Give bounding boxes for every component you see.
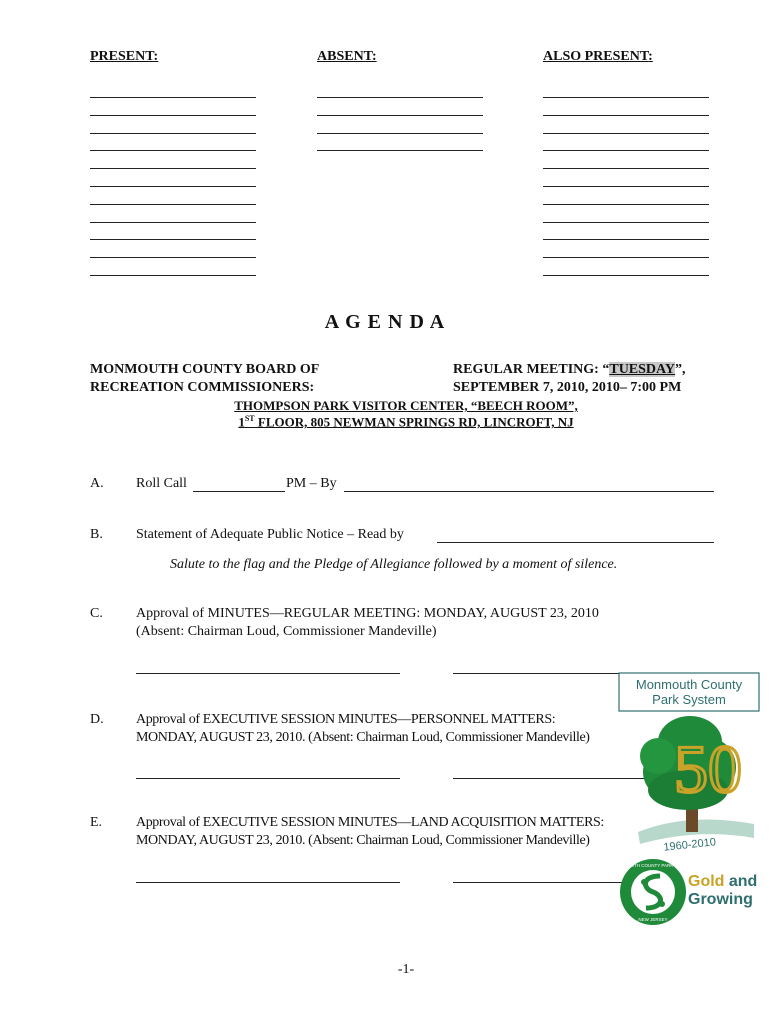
also-present-name-line[interactable] <box>543 239 709 240</box>
present-name-line[interactable] <box>90 133 256 134</box>
absent-name-line[interactable] <box>317 133 483 134</box>
item-e-second-line[interactable] <box>453 882 623 883</box>
also-present-name-line[interactable] <box>543 222 709 223</box>
anniversary-years: 1960-2010 <box>662 836 717 854</box>
item-e-line-2: MONDAY, AUGUST 23, 2010. (Absent: Chairman Loud, Commissioner Mandeville) <box>136 833 590 848</box>
meeting-date: SEPTEMBER 7, 2010, 2010– 7:00 PM <box>453 380 682 395</box>
also-present-name-line[interactable] <box>543 133 709 134</box>
present-name-line[interactable] <box>90 150 256 151</box>
item-c-motion-line[interactable] <box>136 673 400 674</box>
item-b-letter: B. <box>90 527 103 542</box>
item-d-line-2: MONDAY, AUGUST 23, 2010. (Absent: Chairman Loud, Commissioner Mandeville) <box>136 730 590 745</box>
also-present-name-line[interactable] <box>543 115 709 116</box>
also-present-name-line[interactable] <box>543 97 709 98</box>
present-name-line[interactable] <box>90 115 256 116</box>
salute-statement: Salute to the flag and the Pledge of Allegiance followed by a moment of silence. <box>170 557 618 572</box>
present-name-line[interactable] <box>90 257 256 258</box>
also-present-name-line[interactable] <box>543 168 709 169</box>
item-c-line-1: Approval of MINUTES—REGULAR MEETING: MONDAY, AUGUST 23, 2010 <box>136 606 599 621</box>
org-line-2: RECREATION COMMISSIONERS: <box>90 380 315 395</box>
also-present-name-line[interactable] <box>543 150 709 151</box>
anniversary-number: 50 <box>674 731 742 807</box>
roll-call-time-line[interactable] <box>193 491 285 492</box>
page-number: -1- <box>397 962 415 977</box>
gold-and-growing-line-1: Gold and <box>688 873 758 890</box>
present-name-line[interactable] <box>90 168 256 169</box>
also-present-name-line[interactable] <box>543 186 709 187</box>
meeting-day: TUESDAY <box>609 362 675 377</box>
item-a-text-2: PM – By <box>286 476 337 491</box>
also-present-name-line[interactable] <box>543 275 709 276</box>
item-d-motion-line[interactable] <box>136 778 400 779</box>
item-d-letter: D. <box>90 712 104 727</box>
absent-name-line[interactable] <box>317 97 483 98</box>
item-b-text: Statement of Adequate Public Notice – Read by <box>136 527 404 542</box>
logo-line-2: Park System <box>652 692 726 707</box>
gold-and-growing-line-2: Growing <box>688 891 753 908</box>
park-system-50th-logo <box>618 672 760 930</box>
item-e-letter: E. <box>90 815 103 830</box>
roll-call-by-line[interactable] <box>344 491 714 492</box>
item-a-text-1: Roll Call <box>136 476 187 491</box>
absent-name-line[interactable] <box>317 115 483 116</box>
present-name-line[interactable] <box>90 275 256 276</box>
also-present-header: ALSO PRESENT: <box>543 49 653 64</box>
present-name-line[interactable] <box>90 186 256 187</box>
present-header: PRESENT: <box>90 49 159 64</box>
present-name-line[interactable] <box>90 204 256 205</box>
present-name-line[interactable] <box>90 239 256 240</box>
also-present-name-line[interactable] <box>543 257 709 258</box>
location-line-2: 1ST FLOOR, 805 NEWMAN SPRINGS RD, LINCROFT, NJ <box>238 414 574 430</box>
item-e-motion-line[interactable] <box>136 882 400 883</box>
agenda-title: A G E N D A <box>324 311 446 333</box>
item-c-line-2: (Absent: Chairman Loud, Commissioner Mandeville) <box>136 624 437 639</box>
logo-line-1: Monmouth County <box>635 677 743 692</box>
read-by-line[interactable] <box>437 542 714 543</box>
present-name-line[interactable] <box>90 222 256 223</box>
meeting-type: REGULAR MEETING: “TUESDAY”, <box>453 362 686 377</box>
also-present-name-line[interactable] <box>543 204 709 205</box>
present-name-line[interactable] <box>90 97 256 98</box>
item-e-line-1: Approval of EXECUTIVE SESSION MINUTES—LAND ACQUISITION MATTERS: <box>136 815 604 830</box>
seal-bottom-text: NEW JERSEY <box>638 917 668 922</box>
org-line-1: MONMOUTH COUNTY BOARD OF <box>90 362 320 377</box>
item-c-letter: C. <box>90 606 103 621</box>
absent-header: ABSENT: <box>317 49 377 64</box>
absent-name-line[interactable] <box>317 150 483 151</box>
seal-text: MONMOUTH COUNTY PARK SYSTEM <box>618 863 694 868</box>
park-seal-icon <box>618 859 693 925</box>
location-line-1: THOMPSON PARK VISITOR CENTER, “BEECH ROOM”, <box>234 398 578 413</box>
item-a-letter: A. <box>90 476 104 491</box>
item-d-line-1: Approval of EXECUTIVE SESSION MINUTES—PERSONNEL MATTERS: <box>136 712 556 727</box>
